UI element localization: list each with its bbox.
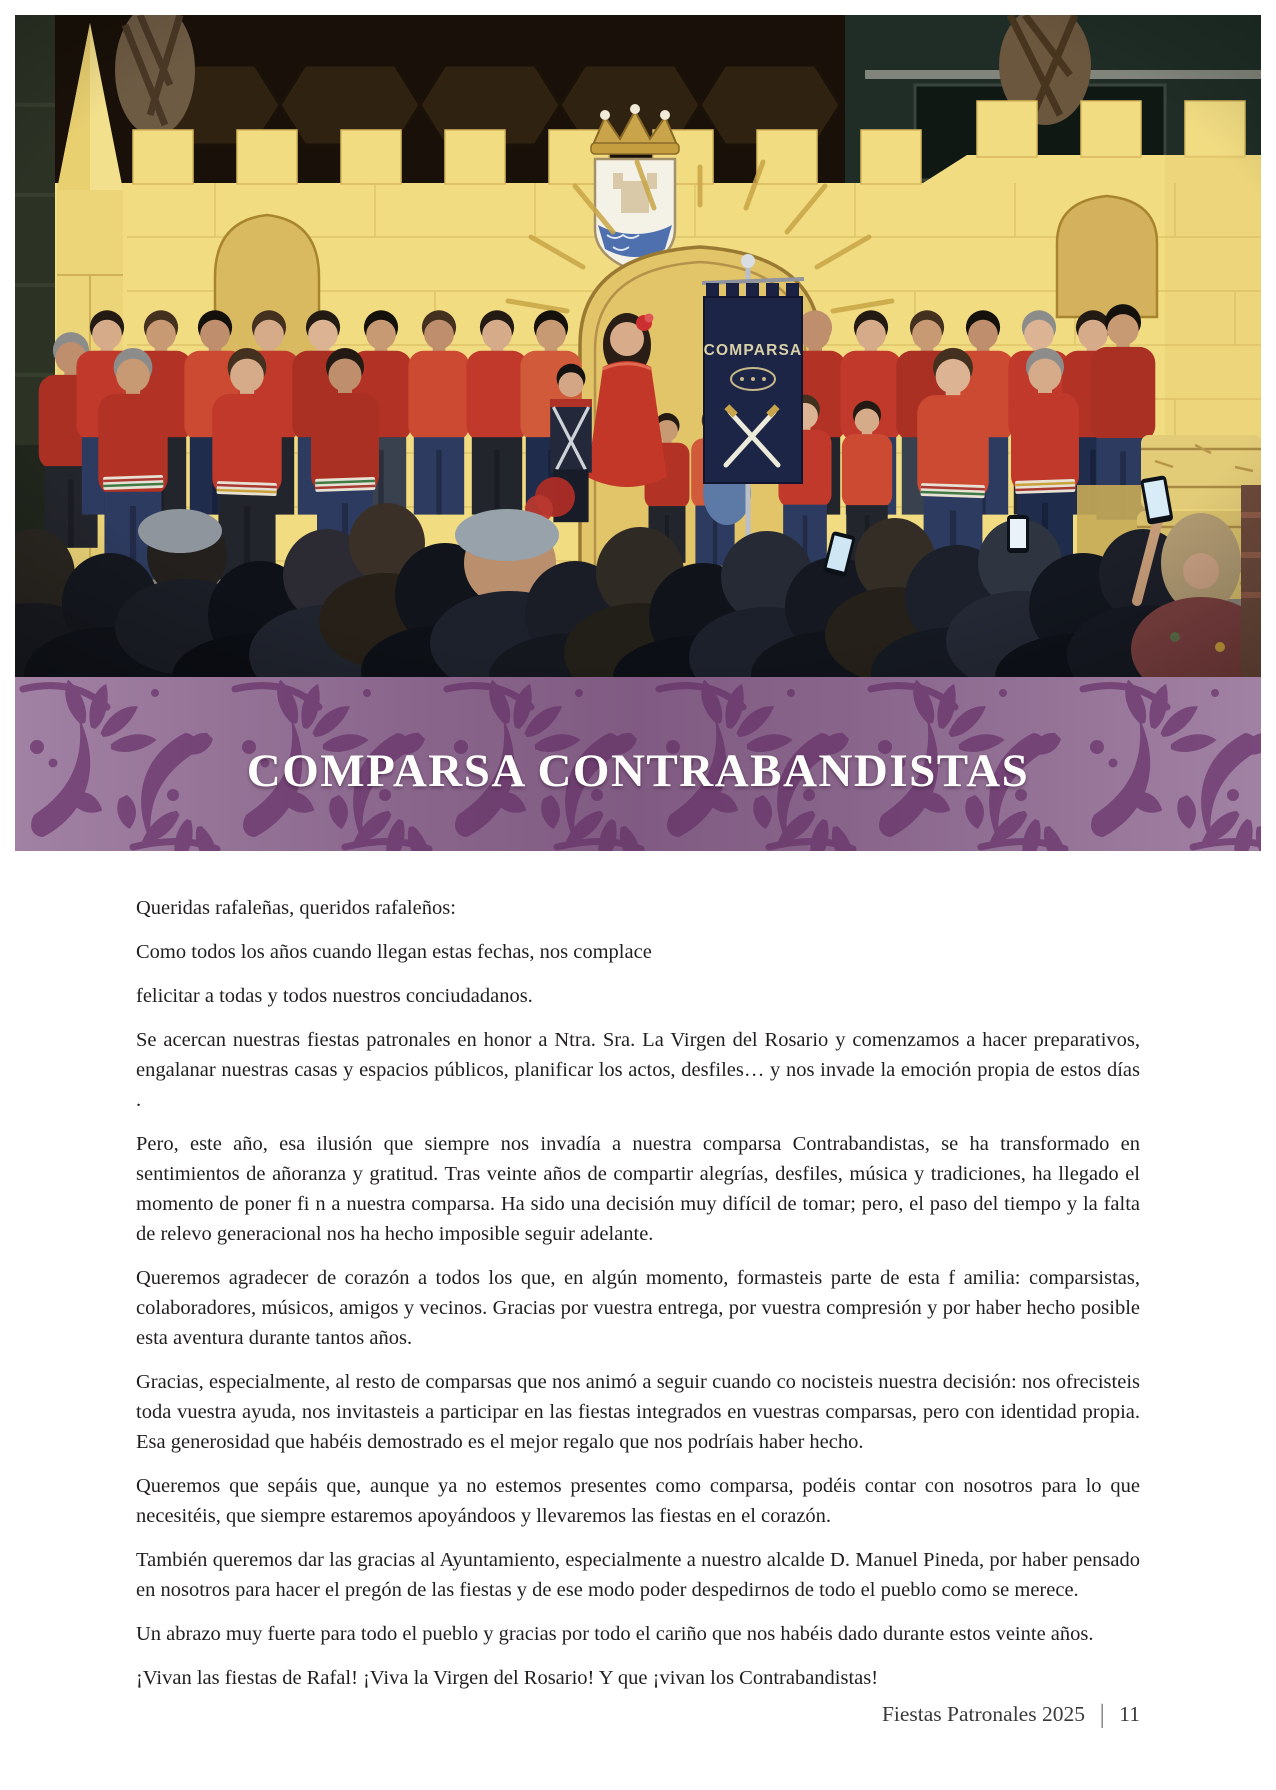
footer-separator: | [1099, 1698, 1105, 1729]
paragraph: También queremos dar las gracias al Ayuntamiento, especialmente a nuestro alcalde D. Manuel Pineda, por haber pensado en nosotros para hacer el pregón de las fiestas y de ese modo poder despedirnos de todo el pueblo como se merece. [136, 1549, 1140, 1601]
paragraph: Queremos agradecer de corazón a todos los que, en algún momento, formasteis parte de esta f amilia: comparsistas, colaboradores, músicos, amigos y vecinos. Gracias por vuestra entrega, por vuestra compresión y por haber hecho posible esta aventura durante tantos años. [136, 1267, 1140, 1349]
paragraph: Como todos los años cuando llegan estas fechas, nos complace [136, 941, 652, 963]
paragraph: Gracias, especialmente, al resto de comparsas que nos animó a seguir cuando co nocisteis nuestra decisión: nos ofrecisteis toda vuestra ayuda, nos invitasteis a participar en las fiestas integrados en vuestras comparsas, pero con identidad propia. Esa generosidad que habéis demostrado es el mejor regalo que nos podríais haber hecho. [136, 1371, 1140, 1453]
page-number: 11 [1119, 1702, 1140, 1726]
page-title: COMPARSA CONTRABANDISTAS [246, 745, 1030, 797]
page-footer [881, 1698, 1140, 1729]
page-content [15, 15, 1261, 851]
paragraph: Se acercan nuestras fiestas patronales en honor a Ntra. Sra. La Virgen del Rosario y comenzamos a hacer preparativos, engalanar nuestras casas y espacios públicos, planificar los actos, desfiles… y nos invade la emoción propia de estos días . [136, 1029, 1140, 1111]
paragraph: felicitar a todas y todos nuestros conciudadanos. [136, 985, 533, 1007]
title-banner [15, 677, 1261, 851]
vignette [15, 15, 1261, 677]
article-body [136, 893, 1140, 1707]
stage-photo-illustration [15, 15, 1261, 677]
footer-label: Fiestas Patronales 2025 [881, 1702, 1085, 1726]
paragraph: Pero, este año, esa ilusión que siempre nos invadía a nuestra comparsa Contrabandistas, se ha transformado en sentimientos de añoranza y gratitud. Tras veinte años de compartir alegrías, desfiles, música y tradiciones, ha llegado el momento de poner fi n a nuestra comparsa. Ha sido una decisión muy difícil de tomar; pero, el paso del tiempo y la falta de relevo generacional nos ha hecho imposible seguir adelante. [136, 1133, 1140, 1245]
paragraph: ¡Vivan las fiestas de Rafal! ¡Viva la Virgen del Rosario! Y que ¡vivan los Contrabandistas! [136, 1667, 879, 1689]
paragraph: Queremos que sepáis que, aunque ya no estemos presentes como comparsa, podéis contar con nosotros para lo que necesitéis, que siempre estaremos apoyándoos y llevaremos las fiestas en el corazón. [136, 1475, 1140, 1527]
paragraph: Un abrazo muy fuerte para todo el pueblo y gracias por todo el cariño que nos habéis dado durante estos veinte años. [136, 1623, 1094, 1645]
group-photo [15, 15, 1261, 677]
paragraph: Queridas rafaleñas, queridos rafaleños: [136, 897, 456, 919]
